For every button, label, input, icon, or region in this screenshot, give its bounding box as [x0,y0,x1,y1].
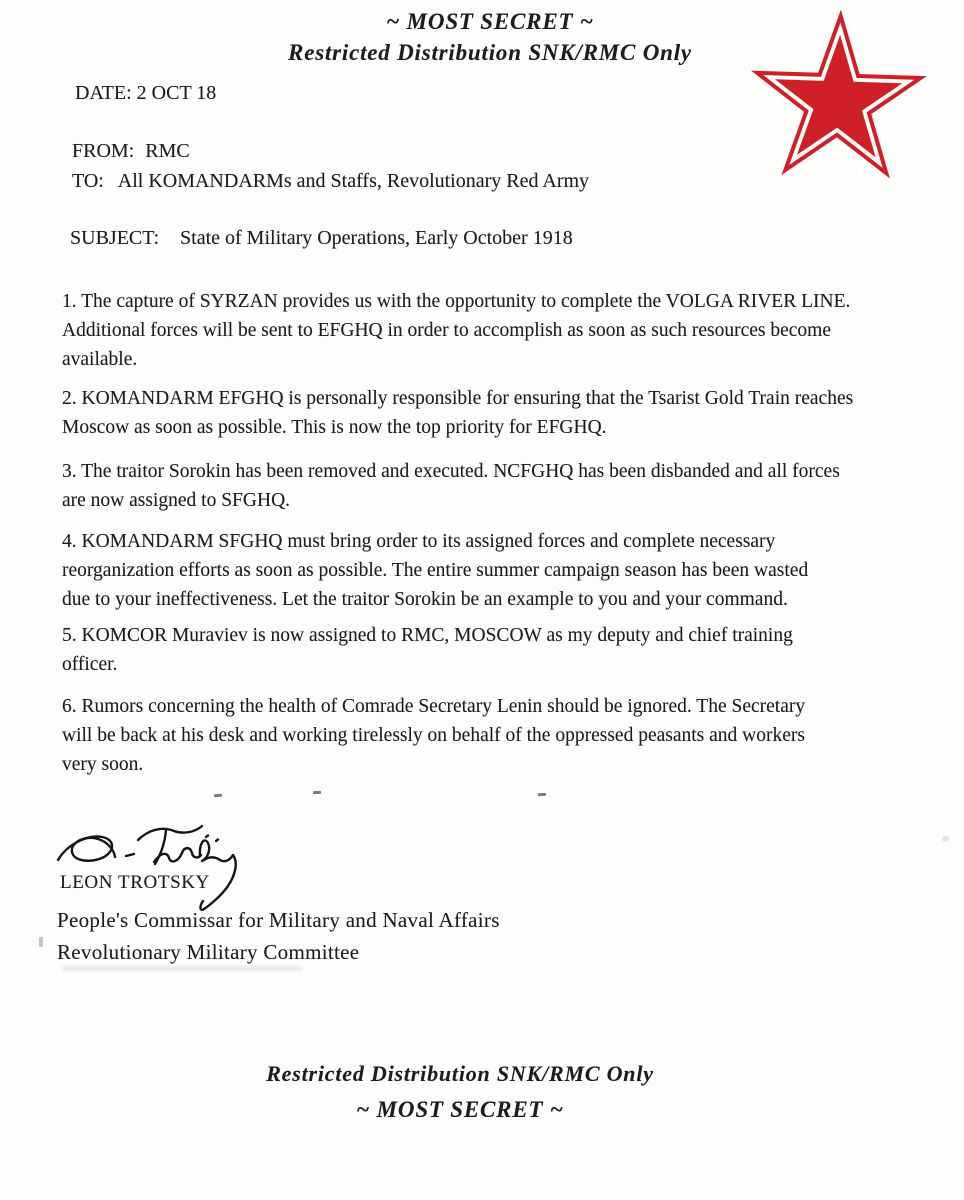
scan-artifact-dash [538,793,546,796]
red-star-icon [748,6,928,178]
paragraph-2 [62,384,932,442]
paragraph-line: reorganization efforts as soon as possible. The entire summer campaign season has been wasted [62,560,809,581]
date-row [75,82,216,105]
scan-artifact-speck [942,836,949,842]
paragraph-line: 6. Rumors concerning the health of Comrade Secretary Lenin should be ignored. The Secretary [62,696,806,717]
paragraph-1 [62,287,932,374]
paragraph-6 [62,692,932,779]
date-value: 2 OCT 18 [136,82,217,104]
paragraph-line: available. [62,349,138,370]
paragraph-line: 3. The traitor Sorokin has been removed and executed. NCFGHQ has been disbanded and all forces [62,461,840,482]
paragraph-4 [62,527,932,614]
star-fill [773,33,904,158]
paragraph-line: due to your ineffectiveness. Let the traitor Sorokin be an example to you and your command. [62,589,788,610]
distribution-line: Restricted Distribution SNK/RMC Only [266,1061,654,1086]
from-row [72,140,190,163]
scan-artifact-smudge [62,966,302,971]
scan-artifact-tick [39,937,43,947]
signer-name: LEON TROTSKY [60,872,210,893]
from-label: FROM: [72,140,135,162]
scan-artifact-dash [214,794,222,797]
paragraph-line: 4. KOMANDARM SFGHQ must bring order to its assigned forces and complete necessary [62,531,776,552]
date-label: DATE: [75,82,132,104]
paragraph-line: 5. KOMCOR Muraviev is now assigned to RMC, MOSCOW as my deputy and chief training [62,625,793,646]
paragraph-line: Additional forces will be sent to EFGHQ in order to accomplish as soon as such resources become [62,320,831,341]
paragraph-line: 1. The capture of SYRZAN provides us with the opportunity to complete the VOLGA RIVER LINE. [62,291,851,312]
classification-line: ~ MOST SECRET ~ [386,9,594,34]
footer-classification-banner [0,1058,942,1125]
to-value: All KOMANDARMs and Staffs, Revolutionary Red Army [117,170,590,192]
signer-title-line1: People's Commissar for Military and Naval Affairs [57,908,500,932]
to-label: TO: [72,170,104,192]
paragraph-5 [62,621,932,679]
signer-title-line2: Revolutionary Military Committee [57,940,360,964]
classification-line: ~ MOST SECRET ~ [356,1097,564,1122]
subject-row [70,227,573,250]
paragraph-line: will be back at his desk and working tirelessly on behalf of the oppressed peasants and workers [62,725,805,746]
paragraph-line: 2. KOMANDARM EFGHQ is personally responsible for ensuring that the Tsarist Gold Train reaches [62,388,854,409]
scan-artifact-dash [313,791,321,794]
from-value: RMC [145,140,190,162]
trotsky-signature-strokes [58,826,236,910]
paragraph-line: officer. [62,654,118,675]
distribution-line: Restricted Distribution SNK/RMC Only [288,40,692,65]
to-row [72,170,589,193]
subject-label: SUBJECT: [70,227,160,249]
paragraph-line: are now assigned to SFGHQ. [62,490,291,511]
paragraph-line: Moscow as soon as possible. This is now the top priority for EFGHQ. [62,417,607,438]
paragraph-3 [62,457,932,515]
signature-icon [50,810,260,920]
subject-value: State of Military Operations, Early October 1918 [180,227,573,249]
paragraph-line: very soon. [62,754,144,775]
